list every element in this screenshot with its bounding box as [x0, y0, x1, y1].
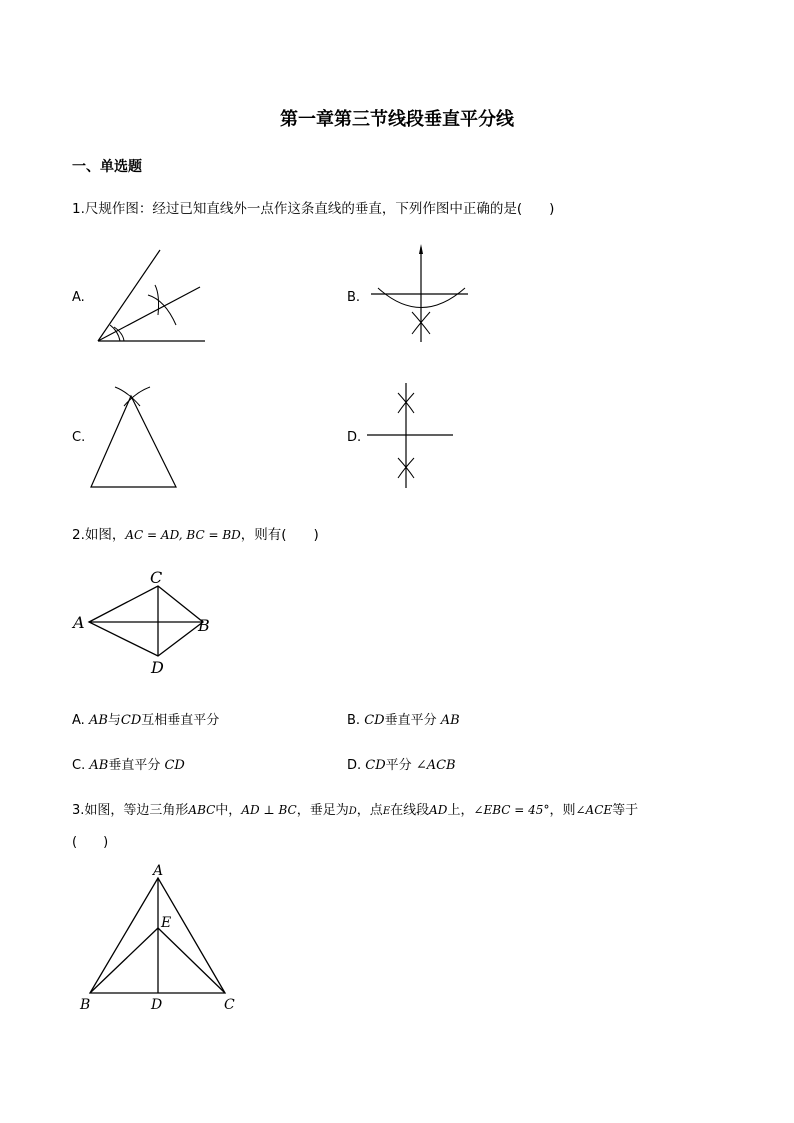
q2-option-c — [72, 754, 185, 773]
q3-label-a: A — [153, 863, 164, 879]
section-heading: 一、单选题 — [72, 159, 142, 175]
q3-text-4: ，点 — [356, 803, 383, 818]
q2-option-b-label: B. — [347, 713, 361, 728]
q2-option-d — [347, 754, 456, 773]
q3-text-8: 等于 — [612, 803, 639, 818]
q3-text-6: 上， — [447, 803, 474, 818]
q3-label-e: E — [161, 915, 172, 931]
q3-text-7: ，则 — [549, 803, 576, 818]
q2-option-b — [347, 709, 460, 728]
q3-label-b: B — [80, 997, 91, 1013]
question-1-stem: 1.尺规作图：经过已知直线外一点作这条直线的垂直，下列作图中正确的是( ) — [72, 201, 555, 217]
q2-option-b-text1: 垂直平分 — [384, 713, 437, 728]
q2-stem-math: AC = AD, BC = BD — [125, 528, 241, 542]
q2-label-b: B — [198, 616, 210, 635]
q2-option-c-label: C. — [72, 758, 86, 773]
q3-math-5: AD — [429, 803, 448, 817]
q2-option-a-text1: 与 — [107, 713, 121, 728]
q3-label-d: D — [151, 997, 163, 1013]
question-3-stem-line2: ( ) — [72, 835, 109, 850]
q3-text-5: 在线段 — [390, 803, 430, 818]
q1-option-d-label: D. — [347, 430, 362, 445]
q3-text-2: 中， — [215, 803, 242, 818]
q1-figure-c — [88, 384, 183, 490]
q2-option-d-math1: CD — [365, 758, 386, 773]
q1-figure-d — [365, 380, 460, 492]
q3-math-2: AD ⊥ BC — [241, 803, 297, 817]
q2-stem-pre: 2.如图， — [72, 527, 126, 543]
q3-text-3: ，垂足为 — [296, 803, 349, 818]
q2-option-a — [72, 709, 219, 728]
q2-option-a-text2: 互相垂直平分 — [141, 713, 220, 728]
q2-option-c-text1: 垂直平分 — [108, 758, 161, 773]
q1-option-b-label: B. — [347, 290, 361, 305]
q3-figure — [75, 860, 245, 1015]
q1-figure-a — [90, 245, 210, 345]
question-2-stem — [72, 523, 319, 543]
q1-option-c-label: C. — [72, 430, 86, 445]
q2-option-a-math1: AB — [88, 713, 108, 728]
q1-option-a-label: A. — [72, 290, 85, 305]
q2-option-c-math2: CD — [164, 758, 185, 773]
q2-option-b-math1: CD — [364, 713, 385, 728]
q3-math-4: E — [382, 806, 391, 817]
q2-label-c: C — [150, 568, 163, 587]
q3-math-3: D — [348, 806, 357, 817]
q1-figure-b — [368, 242, 478, 347]
q3-math-7: ∠ACE — [575, 803, 613, 817]
q2-label-a: A — [73, 613, 85, 632]
q3-text-1: 3.如图，等边三角形 — [72, 803, 189, 818]
q2-option-c-math1: AB — [89, 758, 109, 773]
page-title: 第一章第三节线段垂直平分线 — [280, 109, 514, 130]
q2-figure — [70, 565, 220, 680]
q3-math-6: ∠EBC = 45° — [473, 803, 550, 817]
q2-stem-post: ，则有( ) — [240, 527, 319, 543]
q2-option-d-math2: ∠ACB — [415, 758, 456, 773]
q2-option-a-math2: CD — [120, 713, 142, 728]
q2-option-a-label: A. — [72, 713, 85, 728]
question-3-stem — [72, 799, 638, 818]
q2-option-d-label: D. — [347, 758, 362, 773]
q2-option-b-math2: AB — [440, 713, 460, 728]
q2-option-d-text1: 平分 — [385, 758, 412, 773]
q3-math-1: ABC — [188, 803, 216, 817]
q2-label-d: D — [151, 658, 164, 677]
q3-label-c: C — [224, 997, 235, 1013]
